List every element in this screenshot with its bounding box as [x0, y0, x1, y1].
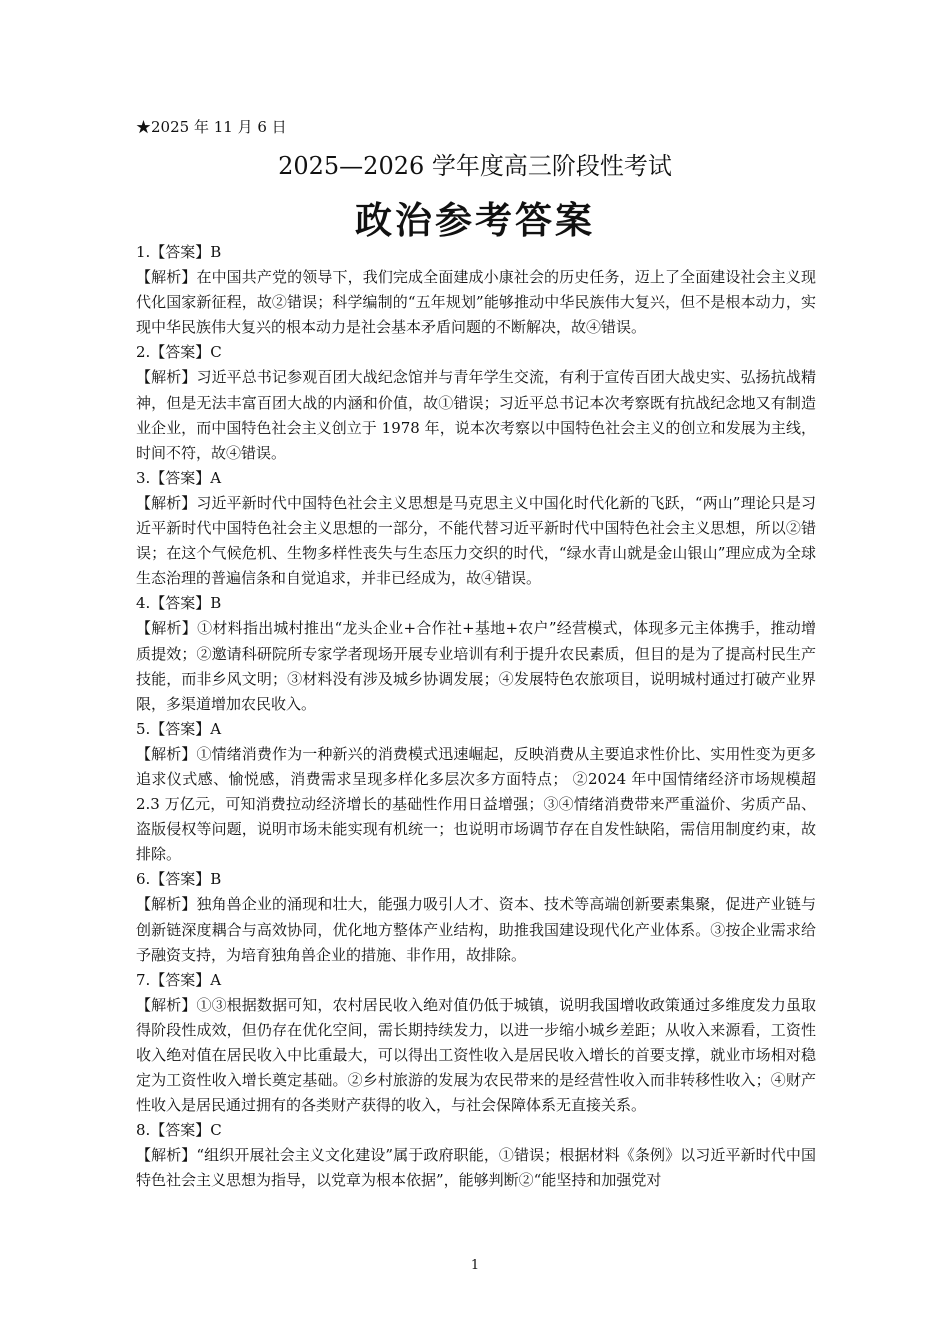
answer-list — [136, 240, 816, 1194]
exam-title: 2025—2026 学年度高三阶段性考试 — [278, 152, 672, 180]
answer-item — [136, 717, 816, 868]
answer-item — [136, 968, 816, 1119]
explanation-text: 【解析】“组织开展社会主义文化建设”属于政府职能，①错误；根据材料《条例》以习近平新时代中国特色社会主义思想为指导，以党章为根本依据”，能够判断②“能坚持和加强党对 — [136, 1146, 816, 1190]
answer-line: 5.【答案】A — [136, 719, 222, 738]
explanation-text: 【解析】习近平总书记参观百团大战纪念馆并与青年学生交流，有利于宣传百团大战史实、弘扬抗战精神，但是无法丰富百团大战的内涵和价值，故①错误；习近平总书记本次考察既有抗战纪念地又有制造业企业，而中国特色社会主义创立于 1978 年，说本次考察以中国特色社会主义的创立和发展为主线，时间不符，故④错误。 — [136, 368, 816, 462]
answer-line: 8.【答案】C — [136, 1121, 222, 1140]
explanation-text: 【解析】独角兽企业的涌现和壮大，能强力吸引人才、资本、技术等高端创新要素集聚，促进产业链与创新链深度耦合与高效协同，优化地方整体产业结构，助推我国建设现代化产业体系。③按企业需求给予融资支持，为培育独角兽企业的措施、非作用，故排除。 — [136, 895, 816, 964]
document-title: 政治参考答案 — [355, 198, 595, 242]
answer-line: 2.【答案】C — [136, 343, 222, 362]
explanation-text: 【解析】习近平新时代中国特色社会主义思想是马克思主义中国化时代化新的飞跃，“两山”理论只是习近平新时代中国特色社会主义思想的一部分，不能代替习近平新时代中国特色社会主义思想，所以②错误；在这个气候危机、生物多样性丧失与生态压力交织的时代，“绿水青山就是金山银山”理应成为全球生态治理的普遍信条和自觉追求，并非已经成为，故④错误。 — [136, 493, 816, 588]
answer-item — [136, 591, 816, 716]
answer-line: 3.【答案】A — [136, 468, 222, 487]
explanation-text: 【解析】在中国共产党的领导下，我们完成全面建成小康社会的历史任务，迈上了全面建设社会主义现代化国家新征程，故②错误；科学编制的“五年规划”能够推动中华民族伟大复兴，但不是根本动力，实现中华民族伟大复兴的根本动力是社会基本矛盾问题的不断解决，故④错误。 — [136, 268, 816, 337]
answer-item — [136, 466, 816, 591]
answer-line: 1.【答案】B — [136, 243, 222, 261]
answer-item — [136, 240, 816, 340]
answer-line: 6.【答案】B — [136, 870, 222, 889]
answer-line: 4.【答案】B — [136, 594, 222, 613]
explanation-text: 【解析】①材料指出城村推出“龙头企业+合作社+基地+农户”经营模式，体现多元主体携手，推动增质提效；②邀请科研院所专家学者现场开展专业培训有利于提升农民素质，但目的是为了提高村民生产技能，而非乡风文明；③材料没有涉及城乡协调发展；④发展特色农旅项目，说明城村通过打破产业界限，多渠道增加农民收入。 — [136, 619, 816, 713]
answer-line: 7.【答案】A — [136, 970, 222, 989]
explanation-text: 【解析】①情绪消费作为一种新兴的消费模式迅速崛起，反映消费从主要追求性价比、实用性变为更多追求仪式感、愉悦感，消费需求呈现多样化多层次多方面特点； ②2024 年中国情绪经济市场规模超 2.3 万亿元，可知消费拉动经济增长的基础性作用日益增强；③④情绪消费带来严重溢价、劣质产品、盗版侵权等问题，说明市场未能实现有机统一；也说明市场调节存在自发性缺陷，需信用制度约束，故排除。 — [136, 744, 816, 864]
exam-date: ★2025 年 11 月 6 日 — [136, 118, 287, 136]
answer-item — [136, 867, 816, 967]
answer-item — [136, 340, 816, 465]
explanation-text: 【解析】①③根据数据可知，农村居民收入绝对值仍低于城镇，说明我国增收政策通过多维度发力虽取得阶段性成效，但仍存在优化空间，需长期持续发力，以进一步缩小城乡差距；从收入来源看，工资性收入绝对值在居民收入中比重最大，可以得出工资性收入是居民收入增长的首要支撑，就业市场相对稳定为工资性收入增长奠定基础。②乡村旅游的发展为农民带来的是经营性收入而非转移性收入；④财产性收入是居民通过拥有的各类财产获得的收入，与社会保障体系无直接关系。 — [136, 995, 816, 1115]
answer-item — [136, 1118, 816, 1193]
page-number: 1 — [470, 1258, 480, 1273]
